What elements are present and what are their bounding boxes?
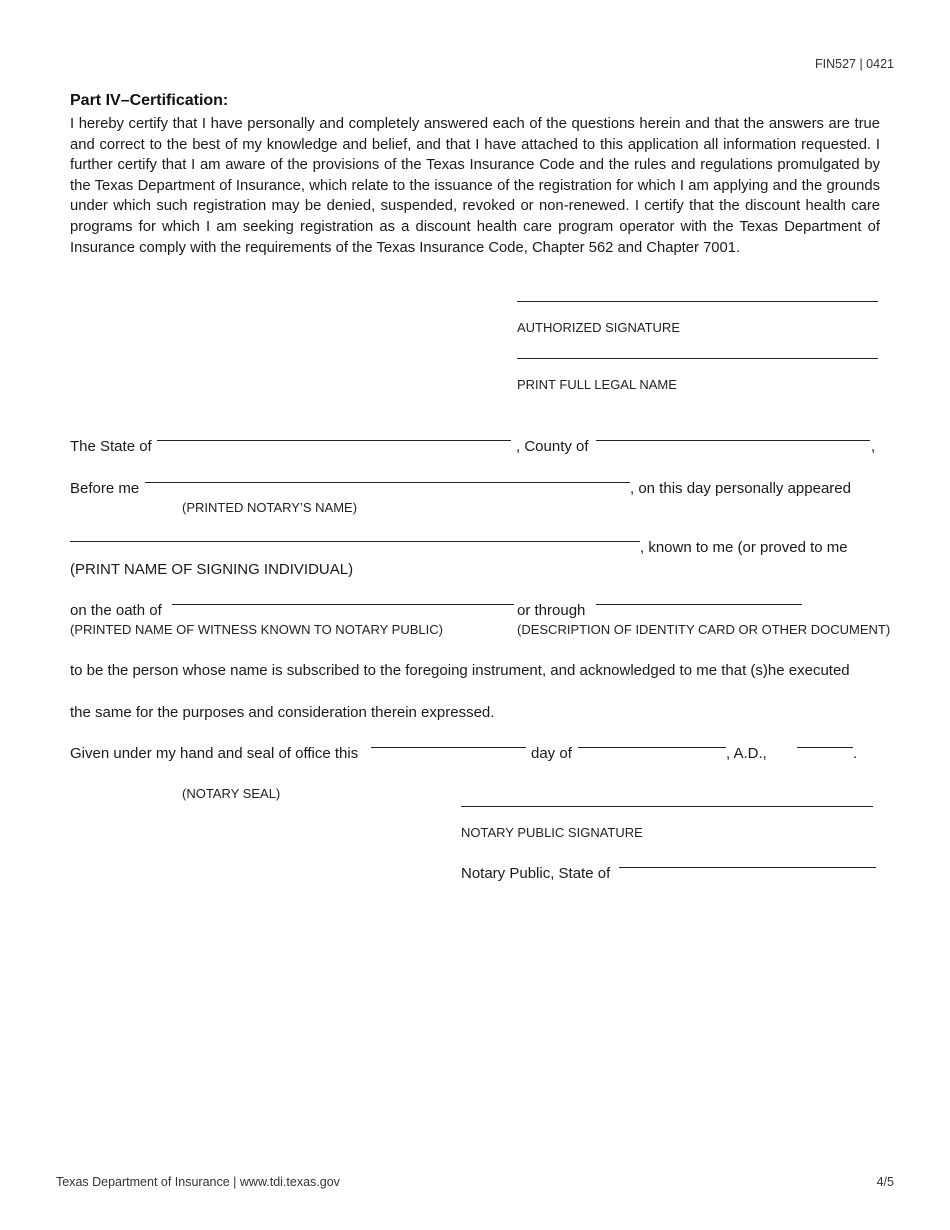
state-field[interactable]: [157, 440, 511, 441]
section-heading: Part IV–Certification:: [70, 92, 229, 109]
given-under-text: Given under my hand and seal of office this: [70, 745, 359, 762]
day-field[interactable]: [371, 747, 526, 748]
year-period: .: [853, 745, 858, 762]
page-number: 4/5: [876, 1175, 894, 1189]
appeared-text: , on this day personally appeared: [630, 480, 851, 497]
print-name-label: PRINT FULL LEGAL NAME: [517, 377, 677, 392]
notary-name-label: (PRINTED NOTARY’S NAME): [182, 500, 358, 515]
or-through-text: or through: [517, 602, 586, 619]
notary-state-text: Notary Public, State of: [461, 865, 611, 882]
county-comma: ,: [871, 438, 876, 455]
state-of-text: The State of: [70, 438, 152, 455]
footer-organization: Texas Department of Insurance | www.tdi.texas.gov: [56, 1175, 340, 1189]
identity-document-field[interactable]: [596, 604, 802, 605]
day-of-text: day of: [531, 745, 572, 762]
month-field[interactable]: [578, 747, 726, 748]
notary-signature-label: NOTARY PUBLIC SIGNATURE: [461, 825, 643, 840]
authorized-signature-label: AUTHORIZED SIGNATURE: [517, 320, 680, 335]
form-number: FIN527 | 0421: [815, 57, 894, 71]
known-to-me-text: , known to me (or proved to me: [640, 539, 848, 556]
subscribed-statement: to be the person whose name is subscribed to the foregoing instrument, and acknowledged to me that (s)he executed: [70, 662, 850, 679]
certification-paragraph: I hereby certify that I have personally and completely answered each of the questions herein and that the answers are true and correct to the best of my knowledge and belief, and that I have attached to this application all information requested. I further certify that I am aware of the provisions of the Texas Insurance Code and the rules and regulations promulgated by the Texas Department of Insurance, which relate to the issuance of the registration for which I am applying and the grounds under which such registration may be denied, suspended, revoked or non-renewed. I certify that the discount health care programs for which I am seeking registration as a discount health care program operator with the Texas Department of Insurance comply with the requirements of the Texas Insurance Code, Chapter 562 and Chapter 7001.: [70, 116, 880, 256]
signing-individual-field[interactable]: [70, 541, 640, 542]
notary-signature-line[interactable]: [461, 806, 873, 807]
notary-state-field[interactable]: [619, 867, 876, 868]
authorized-signature-line[interactable]: [517, 301, 878, 302]
year-field[interactable]: [797, 747, 853, 748]
notary-name-field[interactable]: [145, 482, 630, 483]
notary-seal-label: (NOTARY SEAL): [182, 786, 281, 801]
oath-of-text: on the oath of: [70, 602, 162, 619]
before-me-text: Before me: [70, 480, 140, 497]
county-of-text: , County of: [516, 438, 589, 455]
purposes-statement: the same for the purposes and consideration therein expressed.: [70, 704, 495, 721]
identity-document-label: (DESCRIPTION OF IDENTITY CARD OR OTHER DOCUMENT): [517, 622, 891, 637]
ad-text: , A.D.,: [726, 745, 767, 762]
print-name-line[interactable]: [517, 358, 878, 359]
county-field[interactable]: [596, 440, 870, 441]
witness-name-field[interactable]: [172, 604, 514, 605]
signing-individual-label: (PRINT NAME OF SIGNING INDIVIDUAL): [70, 561, 354, 578]
witness-label: (PRINTED NAME OF WITNESS KNOWN TO NOTARY PUBLIC): [70, 622, 443, 637]
